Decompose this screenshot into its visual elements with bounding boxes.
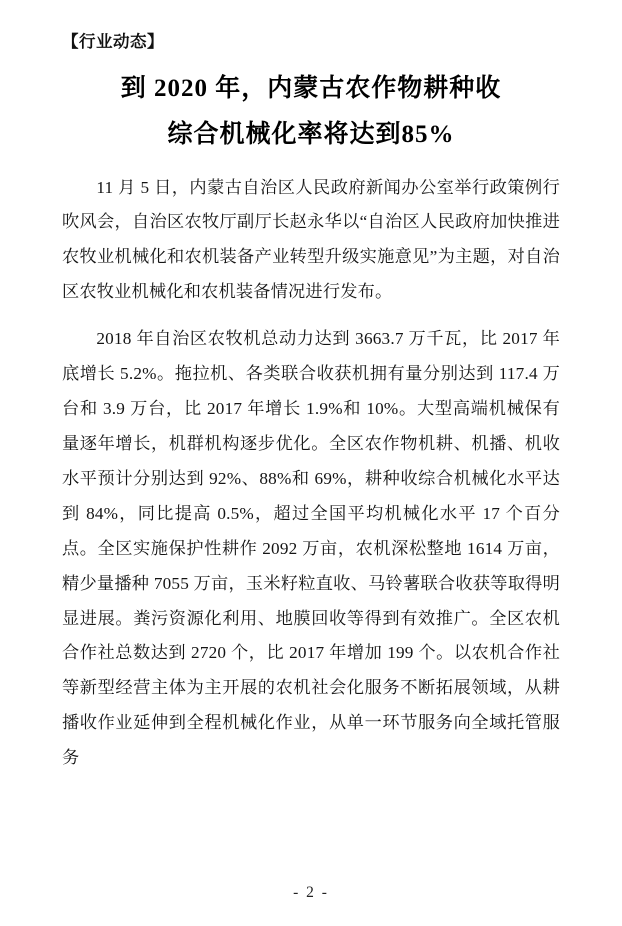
body-paragraph-1: 11 月 5 日，内蒙古自治区人民政府新闻办公室举行政策例行吹风会，自治区农牧厅副厅长赵永华以“自治区人民政府加快推进农牧业机械化和农机装备产业转型升级实施意见”为主题，对自治区农牧业机械化和农机装备情况进行发布。 (62, 177, 560, 302)
section-category-tag: 【行业动态】 (62, 32, 164, 51)
page-title-line-2: 综合机械化率将达到85% (167, 121, 455, 149)
body-paragraph-2: 2018 年自治区农牧机总动力达到 3663.7 万千瓦，比 2017 年底增长 5.2%。拖拉机、各类联合收获机拥有量分别达到 117.4 万台和 3.9 万台，比 2017 年增长 1.9%和 10%。大型高端机械保有量逐年增长，机群机构逐步优化。全区农作物机耕、机播、机收水平预计分别达到 92%、88%和 69%，耕种收综合机械化水平达到 84%，同比提高 0.5%，超过全国平均机械化水平 17 个百分点。全区实施保护性耕作 2092 万亩，农机深松整地 1614 万亩，精少量播种 7055 万亩，玉米籽粒直收、马铃薯联合收获等取得明显进展。粪污资源化利用、地膜回收等得到有效推广。全区农机合作社总数达到 2720 个，比 2017 年增加 199 个。以农机合作社等新型经营主体为主开展的农机社会化服务不断拓展领域，从耕播收作业延伸到全程机械化作业，从单一环节服务向全域托管服务 (62, 329, 560, 768)
page-title-line-1: 到 2020 年，内蒙古农作物耕种收 (120, 75, 502, 102)
page-number: - 2 - (293, 884, 329, 901)
page-title (62, 66, 560, 159)
